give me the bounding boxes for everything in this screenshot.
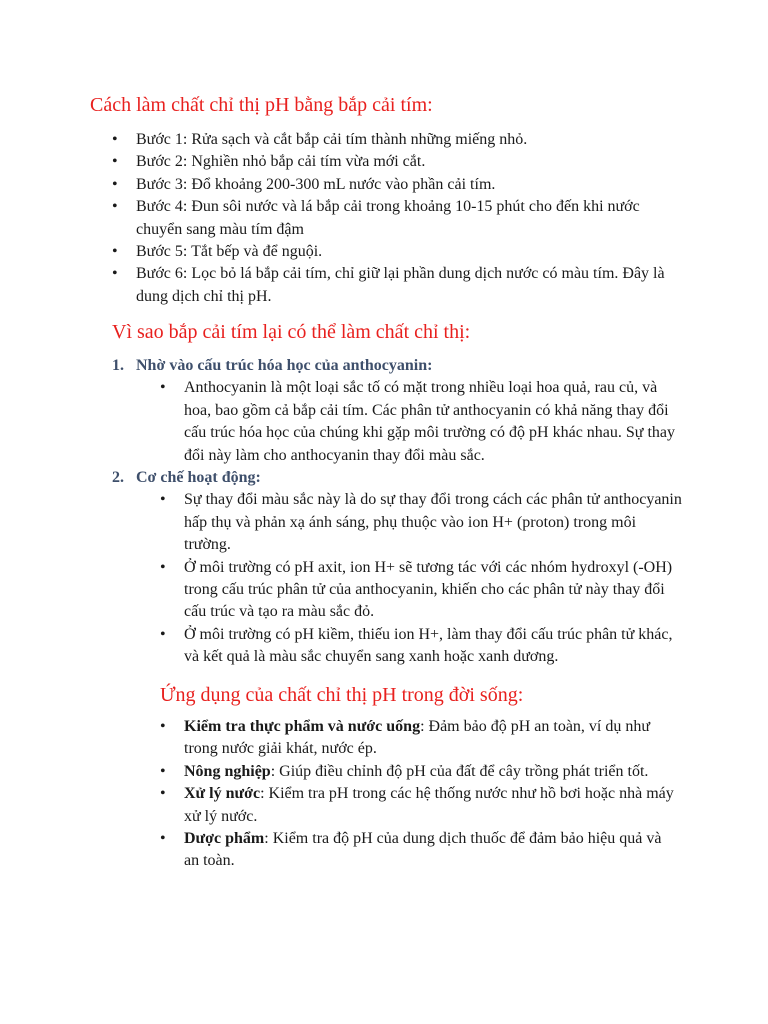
list-item (160, 828, 680, 873)
application-term: Nông nghiệp (184, 762, 271, 780)
list-item: • Bước 2: Nghiền nhỏ bắp cải tím vừa mới cắt. (112, 151, 672, 173)
reason-bullets (160, 489, 682, 668)
list-item (160, 761, 680, 783)
application-text: : Kiểm tra độ pH của dung dịch thuốc để đảm bảo hiệu quả và an toàn. (184, 830, 662, 870)
reason-number: 1. (112, 357, 124, 374)
list-item (160, 783, 680, 828)
application-text: : Giúp điều chỉnh độ pH của đất để cây trồng phát triển tốt. (270, 762, 649, 780)
applications-list (160, 716, 680, 873)
list-item (160, 716, 680, 761)
list-item: • Sự thay đổi màu sắc này là do sự thay đổi trong cách các phân tử anthocyanin hấp thụ và phản xạ ánh sáng, phụ thuộc vào ion H+ (proton) trong môi trường. (160, 489, 682, 556)
section1-heading: Cách làm chất chỉ thị pH bằng bắp cải tím: (90, 94, 433, 116)
reason-item (112, 355, 682, 467)
reason-title: Nhờ vào cấu trúc hóa học của anthocyanin: (136, 357, 433, 374)
steps-list (112, 129, 672, 308)
reasons-list (112, 355, 682, 669)
list-item: • Bước 5: Tắt bếp và để nguội. (112, 241, 672, 263)
application-term: Kiểm tra thực phẩm và nước uống (184, 718, 421, 735)
application-term: Dược phẩm (184, 830, 265, 848)
application-term: Xử lý nước (184, 785, 261, 803)
list-item: • Ở môi trường có pH axit, ion H+ sẽ tương tác với các nhóm hydroxyl (-OH) trong cấu trúc phân tử của anthocyanin, khiến cho các phân tử này thay đổi cấu trúc và tạo ra màu sắc đỏ. (160, 557, 682, 624)
list-item: • Bước 1: Rửa sạch và cắt bắp cải tím thành những miếng nhỏ. (112, 129, 672, 151)
list-item: • Bước 4: Đun sôi nước và lá bắp cải trong khoảng 10-15 phút cho đến khi nước chuyển sang màu tím đậm (112, 196, 672, 241)
reason-bullets (160, 377, 682, 467)
list-item: • Bước 6: Lọc bỏ lá bắp cải tím, chỉ giữ lại phần dung dịch nước có màu tím. Đây là dung dịch chỉ thị pH. (112, 263, 672, 308)
application-text: : Đảm bảo độ pH an toàn, ví dụ như trong nước giải khát, nước ép. (184, 718, 651, 758)
reason-number: 2. (112, 469, 124, 487)
list-item: • Anthocyanin là một loại sắc tố có mặt trong nhiều loại hoa quả, rau củ, và hoa, bao gồm cả bắp cải tím. Các phân tử anthocyanin có khả năng thay đổi cấu trúc hóa học của chúng khi gặp môi trường có độ pH khác nhau. Sự thay đổi này làm cho anthocyanin thay đổi màu sắc. (160, 377, 682, 467)
section2-heading: Vì sao bắp cải tím lại có thể làm chất chỉ thị: (112, 321, 471, 343)
reason-item (112, 467, 682, 669)
section3-heading: Ứng dụng của chất chỉ thị pH trong đời sống: (160, 684, 524, 706)
list-item: • Bước 3: Đổ khoảng 200-300 mL nước vào phần cải tím. (112, 174, 672, 196)
reason-title: Cơ chế hoạt động: (136, 469, 261, 487)
list-item: • Ở môi trường có pH kiềm, thiếu ion H+, làm thay đổi cấu trúc phân tử khác, và kết quả là màu sắc chuyển sang xanh hoặc xanh dương. (160, 624, 682, 669)
application-text: : Kiểm tra pH trong các hệ thống nước như hồ bơi hoặc nhà máy xử lý nước. (184, 785, 674, 825)
